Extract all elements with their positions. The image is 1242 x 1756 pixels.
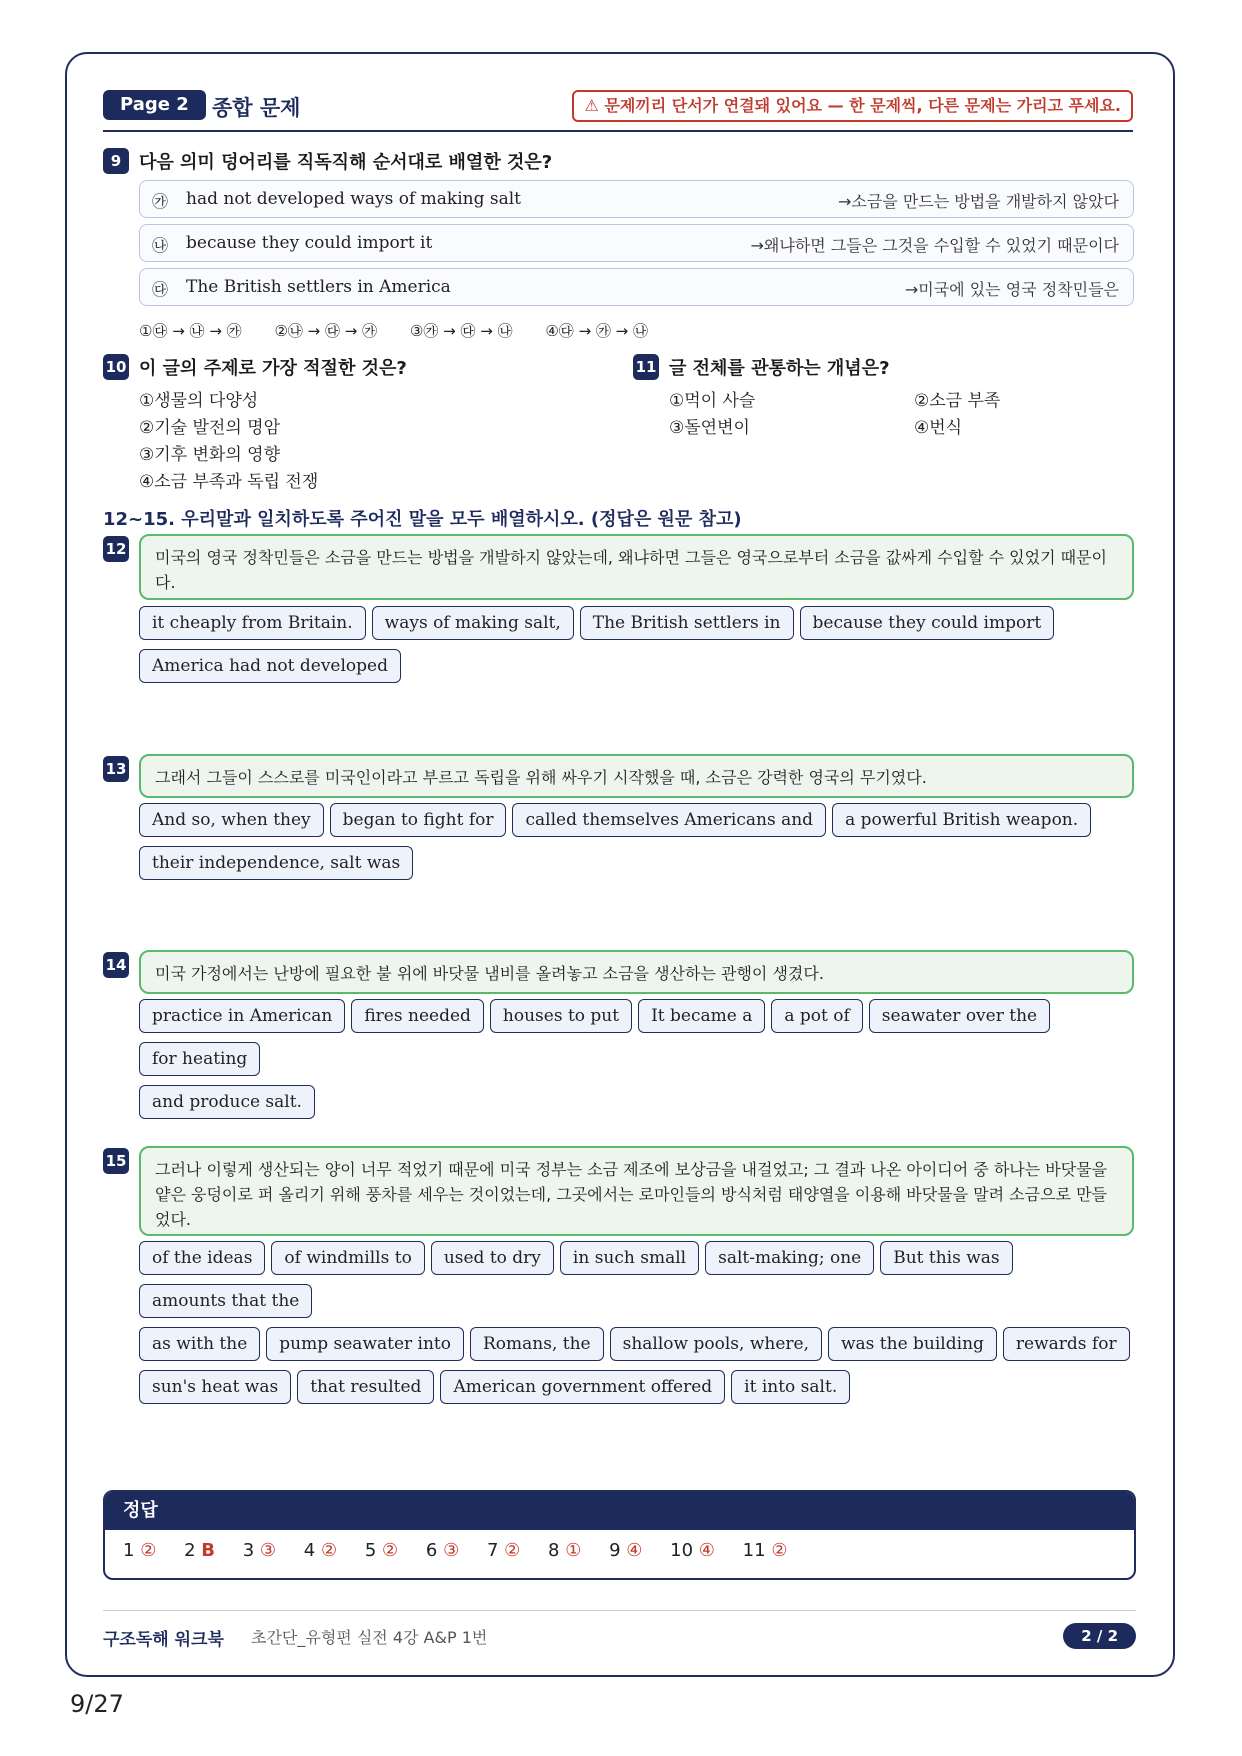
answer-value: ② xyxy=(771,1540,788,1561)
word-tile[interactable]: sun's heat was xyxy=(139,1370,291,1404)
word-tile[interactable]: of windmills to xyxy=(271,1241,424,1275)
answer-value: ① xyxy=(565,1540,582,1561)
word-tile[interactable]: And so, when they xyxy=(139,803,324,837)
chunk-korean: →소금을 만드는 방법을 개발하지 않았다 xyxy=(837,192,1119,211)
word-tile[interactable]: salt-making; one xyxy=(705,1241,874,1275)
q10-option-1[interactable]: ①생물의 다양성 xyxy=(139,391,259,411)
word-tile[interactable]: shallow pools, where, xyxy=(610,1327,822,1361)
answer-number: 1 xyxy=(123,1540,135,1561)
word-tile[interactable]: and produce salt. xyxy=(139,1085,315,1119)
word-tile[interactable]: fires needed xyxy=(351,999,484,1033)
page-badge: Page 2 xyxy=(103,90,206,120)
chunk-row xyxy=(139,180,1134,218)
answer-value: ② xyxy=(140,1540,157,1561)
word-tile[interactable]: because they could import xyxy=(800,606,1055,640)
answer-number: 6 xyxy=(425,1540,438,1561)
word-tile[interactable]: it cheaply from Britain. xyxy=(139,606,366,640)
page-counter: 9/27 xyxy=(70,1690,124,1718)
q9-option-1[interactable]: ①㉰ → ㉯ → ㉮ xyxy=(139,322,242,340)
word-tile[interactable]: for heating xyxy=(139,1042,260,1076)
chunk-korean: →왜냐하면 그들은 그것을 수입할 수 있었기 때문이다 xyxy=(750,236,1119,255)
answer-number: 11 xyxy=(742,1540,766,1561)
answer-value: ② xyxy=(320,1540,338,1561)
word-tile[interactable]: in such small xyxy=(560,1241,699,1275)
question-title-11: 글 전체를 관통하는 개념은? xyxy=(669,358,890,379)
word-tile[interactable]: began to fight for xyxy=(330,803,507,837)
q11-option-4[interactable]: ④번식 xyxy=(914,418,963,438)
chunk-english: had not developed ways of making salt xyxy=(186,189,522,209)
chunk-row xyxy=(139,224,1134,262)
answer-number: 10 xyxy=(670,1540,694,1561)
answer-number: 7 xyxy=(486,1540,499,1561)
word-tile[interactable]: used to dry xyxy=(431,1241,554,1275)
answer-box xyxy=(103,1490,1136,1580)
chunk-marker: ㉮ xyxy=(152,192,169,211)
question-number-10: 10 xyxy=(103,354,129,380)
section-heading-12-15: 12~15. 우리말과 일치하도록 주어진 말을 모두 배열하시오. (정답은 원문 참고) xyxy=(103,509,742,530)
page-footer xyxy=(103,1610,1136,1650)
word-tile[interactable]: rewards for xyxy=(1003,1327,1130,1361)
question-number-9: 9 xyxy=(103,148,129,174)
word-tile[interactable]: pump seawater into xyxy=(266,1327,464,1361)
answer-value: ② xyxy=(504,1540,521,1561)
q10-option-4[interactable]: ④소금 부족과 독립 전쟁 xyxy=(139,472,319,492)
word-tile[interactable]: practice in American xyxy=(139,999,345,1033)
q10-option-2[interactable]: ②기술 발전의 명암 xyxy=(139,418,281,438)
answer-box-title: 정답 xyxy=(105,1492,1134,1530)
korean-prompt-12: 미국의 영국 정착민들은 소금을 만드는 방법을 개발하지 않았는데, 왜냐하면 그들은 영국으로부터 소금을 값싸게 수입할 수 있었기 때문이다. xyxy=(139,534,1134,600)
word-tile[interactable]: called themselves Americans and xyxy=(512,803,826,837)
answer-row xyxy=(105,1530,1134,1561)
page-header xyxy=(103,90,1133,132)
word-tile[interactable]: was the building xyxy=(828,1327,997,1361)
word-tile[interactable]: a pot of xyxy=(771,999,862,1033)
word-tile[interactable]: their independence, salt was xyxy=(139,846,413,880)
question-title-9: 다음 의미 덩어리를 직독직해 순서대로 배열한 것은? xyxy=(139,152,553,173)
q10-option-3[interactable]: ③기후 변화의 영향 xyxy=(139,445,281,465)
warning-banner: ⚠ 문제끼리 단서가 연결돼 있어요 — 한 문제씩, 다른 문제는 가리고 푸세요. xyxy=(572,90,1133,122)
chunk-korean: →미국에 있는 영국 정착민들은 xyxy=(904,280,1119,299)
answer-number: 9 xyxy=(609,1540,621,1561)
answer-number: 2 xyxy=(184,1540,196,1561)
word-tile[interactable]: The British settlers in xyxy=(580,606,794,640)
word-tile[interactable]: American government offered xyxy=(440,1370,725,1404)
korean-prompt-13: 그래서 그들이 스스로를 미국인이라고 부르고 독립을 위해 싸우기 시작했을 때, 소금은 강력한 영국의 무기였다. xyxy=(139,754,1134,798)
answer-value: ④ xyxy=(626,1540,643,1561)
word-tiles-13 xyxy=(139,803,1139,889)
q11-option-1[interactable]: ①먹이 사슬 xyxy=(669,391,756,411)
word-tile[interactable]: a powerful British weapon. xyxy=(832,803,1091,837)
chunk-marker: ㉰ xyxy=(152,280,169,299)
answer-value: B xyxy=(201,1540,215,1561)
question-number-11: 11 xyxy=(633,354,659,380)
word-tiles-14 xyxy=(139,999,1139,1128)
word-tile[interactable]: America had not developed xyxy=(139,649,401,683)
chunk-english: because they could import it xyxy=(186,233,433,253)
word-tiles-12 xyxy=(139,606,1139,692)
answer-number: 4 xyxy=(303,1540,316,1561)
q9-option-3[interactable]: ③㉮ → ㉰ → ㉯ xyxy=(409,322,513,340)
chunk-marker: ㉯ xyxy=(152,236,169,255)
q11-option-2[interactable]: ②소금 부족 xyxy=(914,391,1001,411)
word-tile[interactable]: But this was xyxy=(880,1241,1012,1275)
word-tile[interactable]: houses to put xyxy=(490,999,632,1033)
word-tile[interactable]: it into salt. xyxy=(731,1370,850,1404)
answer-value: ③ xyxy=(259,1540,277,1561)
word-tile[interactable]: Romans, the xyxy=(470,1327,604,1361)
word-tile[interactable]: as with the xyxy=(139,1327,260,1361)
word-tile[interactable]: amounts that the xyxy=(139,1284,312,1318)
korean-prompt-14: 미국 가정에서는 난방에 필요한 불 위에 바닷물 냄비를 올려놓고 소금을 생산하는 관행이 생겼다. xyxy=(139,950,1134,994)
word-tile[interactable]: seawater over the xyxy=(869,999,1050,1033)
question-number-13: 13 xyxy=(103,756,129,782)
question-number-12: 12 xyxy=(103,536,129,562)
q9-option-4[interactable]: ④㉰ → ㉮ → ㉯ xyxy=(545,322,649,340)
answer-value: ④ xyxy=(698,1540,715,1561)
chunk-row xyxy=(139,268,1134,306)
answer-number: 3 xyxy=(242,1540,255,1561)
answer-number: 5 xyxy=(364,1540,377,1561)
q9-option-2[interactable]: ②㉯ → ㉰ → ㉮ xyxy=(274,322,378,340)
word-tiles-15 xyxy=(139,1241,1139,1413)
question-number-14: 14 xyxy=(103,952,129,978)
answer-number: 8 xyxy=(548,1540,560,1561)
footer-brand: 구조독해 워크북 xyxy=(103,1630,224,1650)
q9-options xyxy=(139,320,676,341)
word-tile[interactable]: ways of making salt, xyxy=(372,606,574,640)
question-number-15: 15 xyxy=(103,1148,129,1174)
word-tile[interactable]: that resulted xyxy=(297,1370,434,1404)
footer-subtitle: 초간단_유형편 실전 4강 A&P 1번 xyxy=(251,1628,488,1647)
korean-prompt-15: 그러나 이렇게 생산되는 양이 너무 적었기 때문에 미국 정부는 소금 제조에 보상금을 내걸었고; 그 결과 나온 아이디어 중 하나는 바닷물을 얕은 웅덩이로 퍼 올리기 위해 풍차를 세우는 것이었는데, 그곳에서는 로마인들의 방식처럼 태양열을 이용해 바닷물을 말려 소금으로 만들었다. xyxy=(139,1146,1134,1236)
answer-value: ③ xyxy=(443,1540,460,1561)
section-title: 종합 문제 xyxy=(212,96,301,120)
footer-page-badge: 2 / 2 xyxy=(1063,1623,1136,1649)
answer-value: ② xyxy=(382,1540,399,1561)
word-tile[interactable]: It became a xyxy=(638,999,765,1033)
q11-option-3[interactable]: ③돌연변이 xyxy=(669,418,750,438)
question-title-10: 이 글의 주제로 가장 적절한 것은? xyxy=(139,358,407,379)
word-tile[interactable]: of the ideas xyxy=(139,1241,265,1275)
chunk-english: The British settlers in America xyxy=(186,277,451,297)
